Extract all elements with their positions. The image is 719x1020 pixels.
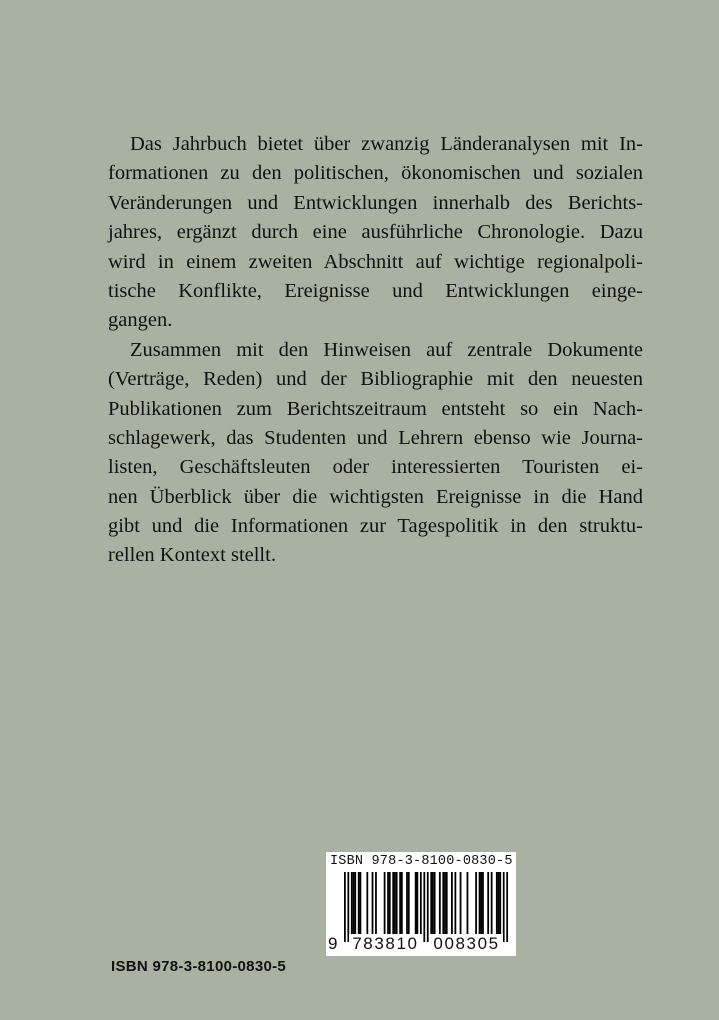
barcode-bar bbox=[444, 872, 446, 934]
barcode-bar bbox=[392, 872, 394, 934]
barcode-bar bbox=[482, 872, 484, 934]
barcode-bar bbox=[399, 872, 401, 934]
barcode-bar bbox=[384, 872, 386, 934]
barcode-digits-left: 783810 bbox=[349, 934, 422, 954]
barcode-isbn-label: ISBN 978-3-8100-0830-5 bbox=[330, 854, 513, 869]
barcode-bar bbox=[415, 872, 417, 934]
barcode-digit-first: 9 bbox=[328, 934, 338, 953]
barcode-bar bbox=[498, 872, 500, 934]
barcode-bar bbox=[434, 872, 436, 934]
barcode-bar bbox=[351, 872, 353, 934]
barcode-bar bbox=[479, 872, 481, 934]
barcode-bar bbox=[467, 872, 469, 934]
barcode-bar bbox=[394, 872, 396, 934]
barcode-bar bbox=[354, 872, 356, 934]
blurb-line: wird in einem zweiten Abschnitt auf wichtige regionalpoli- bbox=[108, 250, 643, 273]
barcode-bar bbox=[389, 872, 391, 934]
blurb-line: Das Jahrbuch bietet über zwanzig Länderanalysen mit In- bbox=[130, 133, 643, 155]
blurb-line: formationen zu den politischen, ökonomischen und sozialen bbox=[108, 162, 643, 185]
barcode-bar bbox=[408, 872, 410, 934]
blurb-line: rellen Kontext stellt. bbox=[108, 544, 276, 567]
barcode-bar bbox=[360, 872, 362, 934]
barcode-bar bbox=[353, 872, 355, 934]
barcode-digits-right: 008305 bbox=[430, 934, 503, 954]
blurb-paragraph-2 bbox=[108, 336, 643, 571]
barcode-bar bbox=[454, 872, 456, 934]
barcode-bar bbox=[420, 872, 422, 934]
barcode-bar bbox=[487, 872, 489, 934]
barcode-bar bbox=[475, 872, 477, 934]
blurb-line: tische Konflikte, Ereignisse und Entwicklungen einge- bbox=[108, 279, 643, 302]
barcode-bar bbox=[491, 872, 493, 934]
barcode-bar bbox=[430, 872, 432, 934]
barcode-bar bbox=[496, 872, 498, 934]
barcode-bar bbox=[427, 872, 429, 942]
blurb-line: schlagewerk, das Studenten und Lehrern ebenso wie Journa- bbox=[108, 426, 643, 449]
barcode-bar bbox=[480, 872, 482, 934]
blurb-line: gangen. bbox=[108, 309, 173, 332]
blurb-line: Veränderungen und Entwicklungen innerhalb des Berichts- bbox=[108, 191, 643, 214]
barcode-bar bbox=[423, 872, 425, 942]
blurb-line: nen Überblick über die wichtigsten Ereignisse in die Hand bbox=[108, 485, 643, 508]
barcode-bar bbox=[401, 872, 403, 934]
barcode-bar bbox=[451, 872, 453, 934]
barcode-bar bbox=[439, 872, 441, 934]
barcode-bar bbox=[372, 872, 374, 934]
barcode-bar bbox=[358, 872, 360, 934]
barcode-bar bbox=[375, 872, 377, 934]
blurb-line: jahres, ergänzt durch eine ausführliche Chronologie. Dazu bbox=[108, 221, 643, 244]
barcode bbox=[326, 852, 516, 956]
barcode-bar bbox=[460, 872, 462, 934]
barcode-digits bbox=[326, 934, 516, 956]
blurb-text bbox=[108, 130, 643, 571]
barcode-bar bbox=[503, 872, 505, 942]
barcode-bar bbox=[446, 872, 448, 934]
barcode-bar bbox=[406, 872, 408, 934]
barcode-bar bbox=[387, 872, 389, 934]
barcode-bar bbox=[432, 872, 434, 934]
blurb-line: Publikationen zum Berichtszeitraum entsteht so ein Nach- bbox=[108, 397, 643, 420]
barcode-bar bbox=[499, 872, 501, 934]
barcode-bar bbox=[344, 872, 346, 942]
blurb-line: Zusammen mit den Hinweisen auf zentrale Dokumente bbox=[130, 338, 643, 361]
barcode-bars bbox=[326, 872, 516, 942]
barcode-bar bbox=[506, 872, 508, 942]
blurb-line: (Verträge, Reden) und der Bibliographie mit den neuesten bbox=[108, 368, 643, 391]
barcode-bar bbox=[347, 872, 349, 942]
barcode-bar bbox=[366, 872, 368, 934]
blurb-line: listen, Geschäftsleuten oder interessierten Touristen ei- bbox=[108, 456, 643, 479]
blurb-line: gibt und die Informationen zur Tagespolitik in den struktu- bbox=[108, 515, 643, 538]
barcode-bar bbox=[417, 872, 419, 934]
blurb-paragraph-1 bbox=[108, 130, 643, 336]
barcode-bar bbox=[442, 872, 444, 934]
barcode-bar bbox=[396, 872, 398, 934]
isbn-footer: ISBN 978-3-8100-0830-5 bbox=[111, 958, 287, 975]
